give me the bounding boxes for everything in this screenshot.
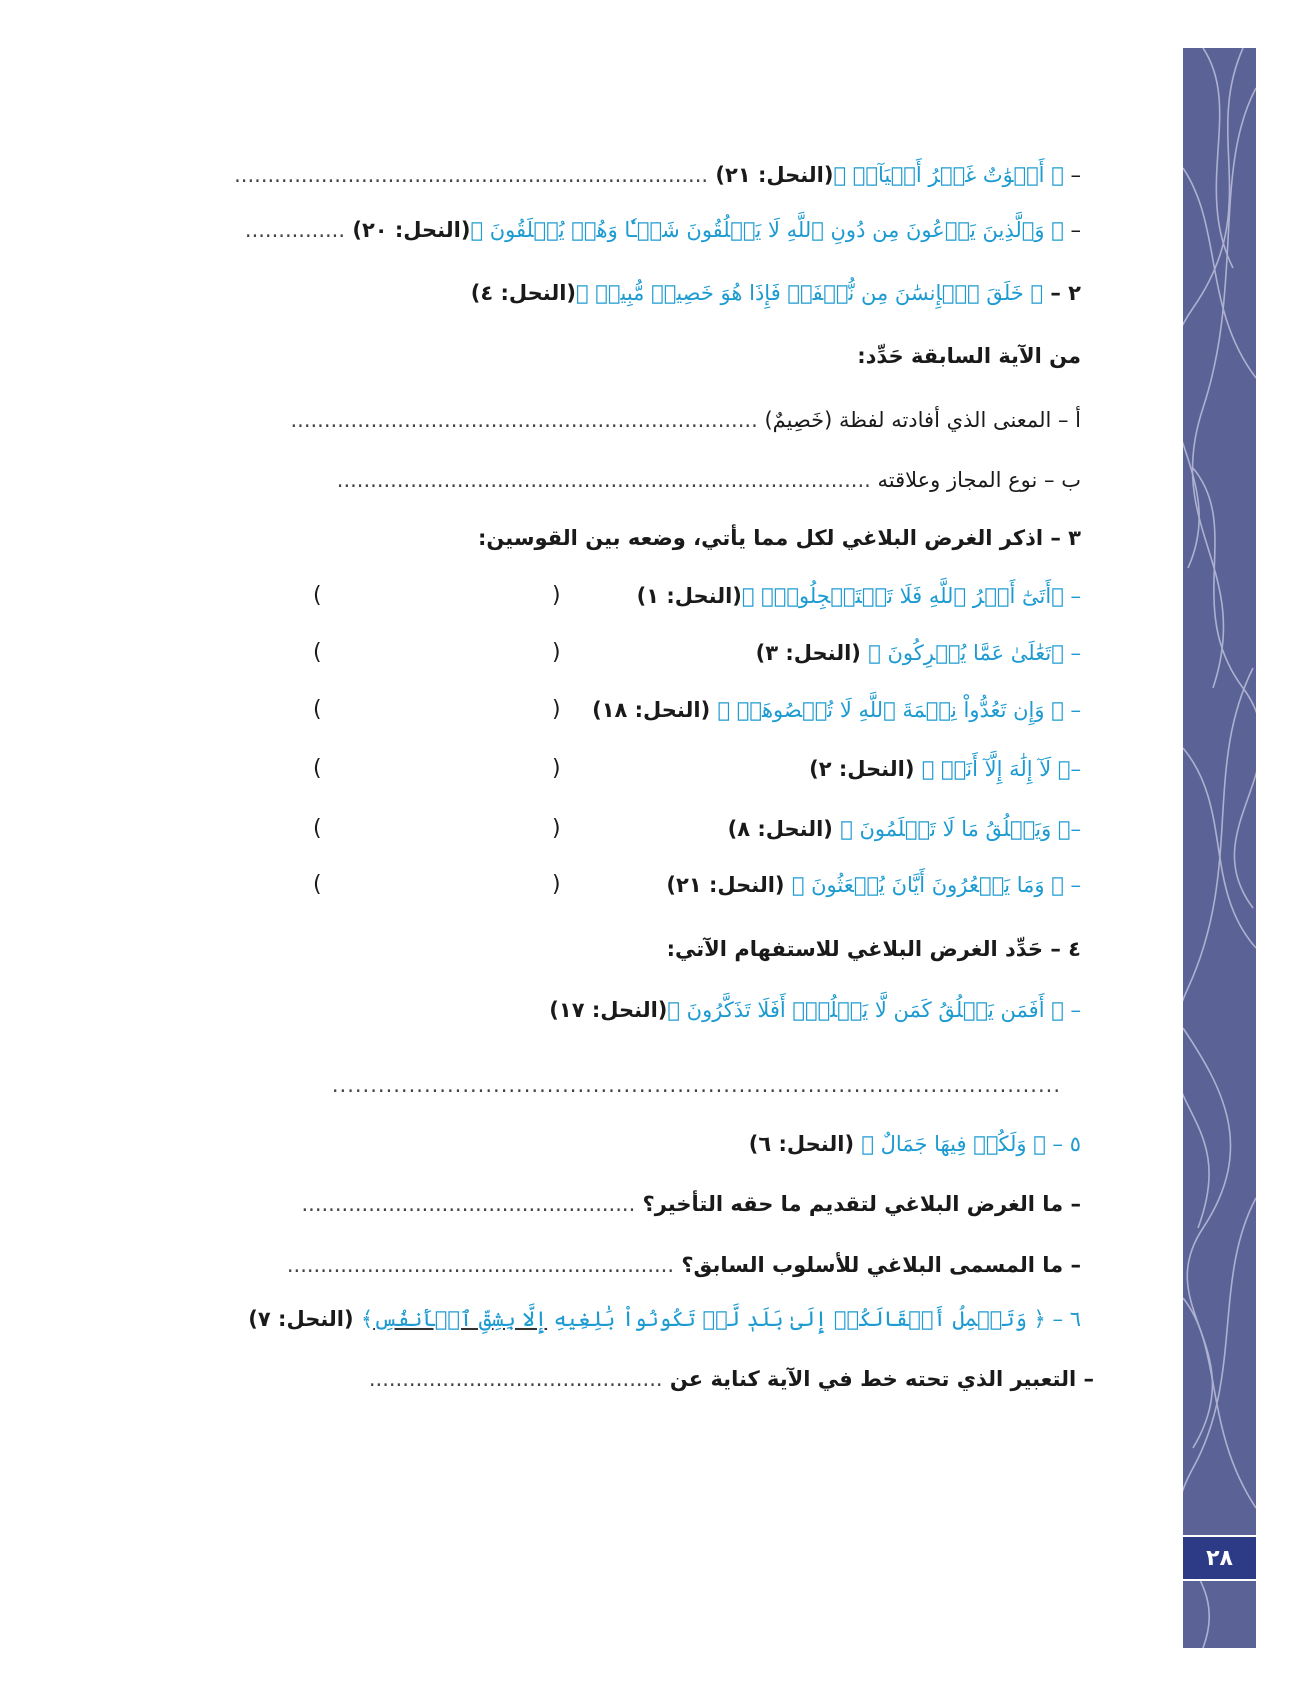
exercise-line-1 (234, 158, 1081, 192)
question-text: – ما المسمى البلاغي للأسلوب السابق؟ (674, 1253, 1081, 1277)
q3-item (728, 812, 1081, 846)
answer-paren-close: ) (313, 640, 322, 665)
verse-reference: (النحل: ١) (636, 584, 742, 608)
question-6 (248, 1302, 1081, 1336)
question-5 (749, 1127, 1081, 1161)
quran-verse: – ﴿أَتَىٰٓ أَمۡرُ ٱللَّهِ فَلَا تَسۡتَعۡجِلُوهُۚ ﴾ (741, 584, 1081, 608)
quran-verse: ٥ – ﴿ وَلَكُمۡ فِيهَا جَمَالٌ ﴾ (861, 1132, 1081, 1156)
answer-paren-open: ( (552, 756, 561, 781)
quran-verse: ﴿ خَلَقَ ٱلۡإِنسَٰنَ مِن نُّطۡفَةٖ فَإِذَا هُوَ خَصِيمٞ مُّبِينٞ ﴾ (576, 281, 1044, 305)
q3-item (592, 693, 1081, 727)
quran-verse: – ﴿تَعَٰلَىٰ عَمَّا يُشۡرِكُونَ ﴾ (868, 641, 1081, 665)
answer-paren-open: ( (552, 816, 561, 841)
answer-dots[interactable]: ................................................................................ (336, 468, 871, 492)
answer-paren-close: ) (313, 816, 322, 841)
instruction-text: من الآية السابقة حَدِّد: (857, 344, 1081, 368)
answer-dots[interactable]: ............... (244, 218, 346, 242)
part-b-text: ب – نوع المجاز وعلاقته (870, 468, 1081, 492)
verse-reference: (النحل: ٢١) (666, 873, 792, 897)
quran-verse: ٦ – ﴿ وَتَحۡمِلُ أَثۡقَالَكُمۡ إِلَىٰ بَلَدٖ لَّمۡ تَكُونُواْ بَٰلِغِيهِ (547, 1307, 1081, 1331)
verse-ornament: ﴾ (360, 1307, 374, 1331)
verse-reference: (النحل: ٨) (727, 817, 841, 841)
answer-paren-open: ( (552, 583, 561, 608)
verse-reference: (النحل: ٦) (748, 1132, 862, 1156)
question-2-part-a (290, 403, 1081, 437)
question-text: – ما الغرض البلاغي لتقديم ما حقه التأخير؟ (635, 1192, 1081, 1216)
question-2 (471, 276, 1081, 310)
answer-paren-open: ( (552, 640, 561, 665)
verse-reference: (النحل: ١٨) (592, 698, 718, 722)
line-prefix: – (1063, 163, 1081, 187)
question-4-verse (549, 993, 1081, 1027)
quran-verse: ﴿ أَمۡوَٰتٌ غَيۡرُ أَحۡيَآءٖ ﴾ (833, 163, 1064, 187)
quran-verse: – ﴿ أَفَمَن يَخۡلُقُ كَمَن لَّا يَخۡلُقُۚ أَفَلَا تَذَكَّرُونَ ﴾ (667, 998, 1081, 1022)
answer-paren-open: ( (552, 872, 561, 897)
quran-verse: –﴿ لَآ إِلَٰهَ إِلَّآ أَنَا۠ ﴾ (921, 757, 1081, 781)
verse-reference: (النحل: ٣) (755, 641, 869, 665)
quran-verse: – ﴿ وَمَا يَشۡعُرُونَ أَيَّانَ يُبۡعَثُونَ ﴾ (791, 873, 1081, 897)
question-4-answer-dots[interactable]: ............................................................................................... (331, 1073, 1061, 1097)
verse-reference: (النحل: ١٧) (549, 998, 668, 1022)
question-2-part-b (337, 463, 1081, 497)
verse-reference: (النحل: ٢٠) (345, 218, 471, 242)
answer-paren-close: ) (313, 697, 322, 722)
q3-item (637, 579, 1081, 613)
answer-paren-close: ) (313, 583, 322, 608)
exercise-line-2 (245, 213, 1081, 247)
verse-reference: (النحل: ٢١) (708, 163, 834, 187)
answer-dots[interactable]: ....................................................................... (234, 163, 709, 187)
question-4-title: ٤ – حَدِّد الغرض البلاغي للاستفهام الآتي: (666, 937, 1081, 961)
question-number: ٢ – (1043, 281, 1081, 305)
verse-reference: (النحل: ٢) (809, 757, 922, 781)
quran-verse: – ﴿ وَإِن تَعُدُّواْ نِعۡمَةَ ٱللَّهِ لَا تُحۡصُوهَآۗ ﴾ (717, 698, 1081, 722)
answer-paren-close: ) (313, 756, 322, 781)
q3-item (809, 752, 1081, 786)
part-a-text: أ – المعنى الذي أفادته لفظة (خَصِيمٌ) (757, 408, 1081, 432)
answer-dots[interactable]: .................................................. (301, 1192, 636, 1216)
question-3-title: ٣ – اذكر الغرض البلاغي لكل مما يأتي، وضعه بين القوسين: (478, 526, 1081, 550)
verse-reference: (النحل: ٤) (470, 281, 577, 305)
question-5-part-a (301, 1187, 1081, 1221)
q3-item (756, 636, 1081, 670)
quran-verse: ﴿ وَٱلَّذِينَ يَدۡعُونَ مِن دُونِ ٱللَّهِ لَا يَخۡلُقُونَ شَيۡـٔٗا وَهُمۡ يُخۡلَقُونَ ﴾ (470, 218, 1064, 242)
quran-verse: –﴿ وَيَخۡلُقُ مَا لَا تَعۡلَمُونَ ﴾ (840, 817, 1081, 841)
underlined-phrase: إِلَّا بِشِقِّ ٱلۡأَنفُسِ (373, 1307, 548, 1331)
verse-reference: (النحل: ٧) (248, 1307, 361, 1331)
band-pattern-icon (1183, 48, 1256, 1648)
page-number: ٢٨ (1183, 1535, 1256, 1581)
question-6-answer (369, 1362, 1094, 1396)
q3-item (666, 868, 1081, 902)
answer-dots[interactable]: ............................................ (368, 1367, 663, 1391)
line-prefix: – (1063, 218, 1081, 242)
answer-paren-close: ) (313, 872, 322, 897)
question-5-part-b (287, 1248, 1081, 1282)
answer-paren-open: ( (552, 697, 561, 722)
answer-dots[interactable]: ...................................................................... (290, 408, 758, 432)
side-decoration-band (1183, 48, 1256, 1648)
question-text: – التعبير الذي تحته خط في الآية كناية عن (662, 1367, 1094, 1391)
answer-dots[interactable]: .......................................................... (286, 1253, 675, 1277)
